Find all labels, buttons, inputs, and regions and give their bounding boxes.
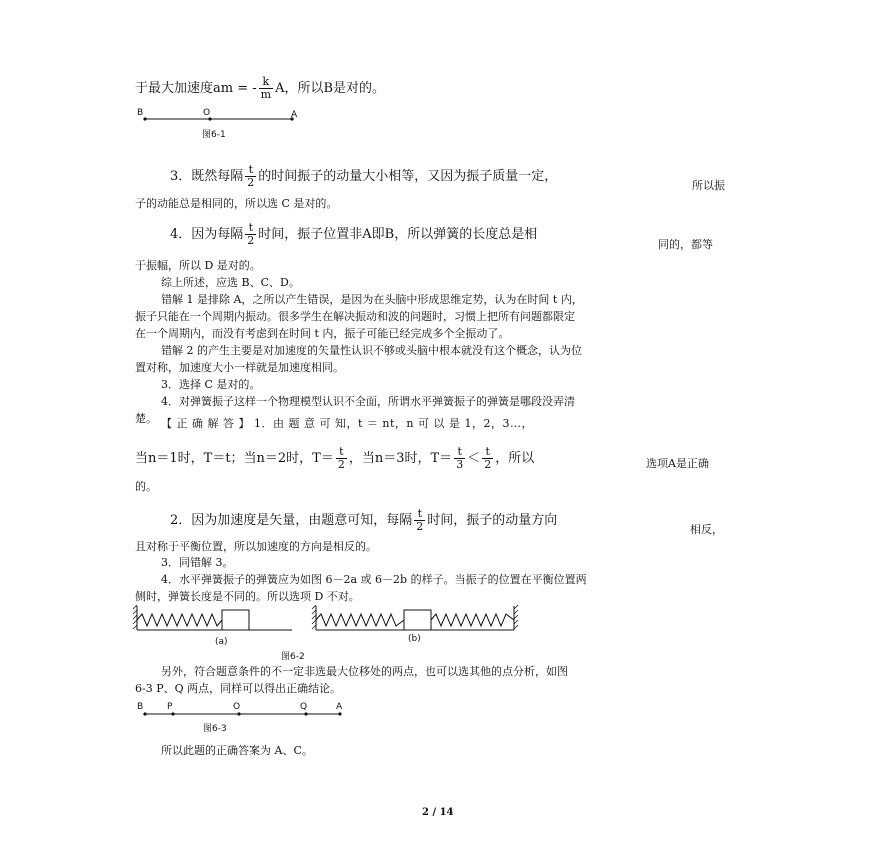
fig63-label-b: B (137, 702, 144, 712)
fraction-numerator: t (245, 164, 256, 177)
text-segment: ，当n＝3时，T＝ (348, 451, 453, 467)
text-eq-tail: 选项A是正确 (646, 457, 709, 470)
text-segment: ＜ (467, 451, 481, 467)
fig63-label-o: O (233, 702, 241, 712)
text-e3: 3．选择 C 是对的。 (161, 378, 261, 391)
text-e4a: 4．对弹簧振子这样一个物理模型认识不全面，所谓水平弹簧振子的弹簧是哪段没弄清 (161, 395, 575, 408)
text-segment: 于最大加速度am = - (135, 81, 257, 97)
fraction-numerator: k (259, 76, 273, 89)
fig61-label-o: O (203, 108, 211, 118)
text-p4-tail: 同的，都等 (658, 238, 713, 251)
fig62-caption: 图6-2 (281, 652, 305, 662)
text-also2: 6-3 P、Q 两点，同样可以得出正确结论。 (135, 682, 342, 695)
text-c4b: 侧时，弹簧长度是不同的。所以选项 D 不对。 (135, 590, 360, 603)
fraction-numerator: t (454, 446, 465, 459)
text-also1: 另外，符合题意条件的不一定非选最大位移处的两点，也可以选其他的点分析，如图 (161, 665, 568, 678)
text-segment: 4．因为每隔 (170, 227, 244, 243)
text-c2-tail: 相反， (690, 523, 723, 536)
fraction-denominator: 2 (416, 520, 424, 534)
text-c2-cont: 且对称于平衡位置，所以加速度的方向是相反的。 (135, 540, 377, 553)
text-c3: 3．同错解 3。 (161, 556, 234, 569)
text-segment: 时间，振子位置非A即B，所以弹簧的长度总是相 (258, 227, 538, 243)
text-eq-cont: 的。 (135, 480, 157, 493)
text-err1c: 在一个周期内，而没有考虑到在时间 t 内，振子可能已经完成多个全振动了。 (135, 327, 510, 340)
fig61-label-a: A (291, 110, 298, 120)
fraction-numerator: t (245, 222, 256, 235)
text-segment: ，所以 (495, 451, 535, 467)
fig63-label-q: Q (300, 702, 308, 712)
fig61-label-b: B (137, 108, 144, 118)
text-c4a: 4．水平弹簧振子的弹簧应为如图 6－2a 或 6－2b 的样子。当振子的位置在平衡位置两 (161, 573, 587, 586)
fraction-numerator: t (482, 446, 493, 459)
text-segment: 3．既然每隔 (170, 169, 244, 185)
text-err1b: 振子只能在一个周期内振动。很多学生在解决振动和波的问题时，习惯上把所有问题都限定 (135, 310, 575, 323)
text-segment: 2．因为加速度是矢量，由题意可知，每隔 (170, 513, 413, 529)
text-segment: 时间，振子的动量方向 (427, 513, 558, 529)
fraction-numerator: t (414, 508, 425, 521)
fig63-caption: 图6-3 (203, 724, 227, 734)
text-answer: 所以此题的正确答案为 A、C。 (161, 744, 313, 757)
text-segment: 的时间振子的动量大小相等，又因为振子质量一定， (258, 169, 558, 185)
fig63-label-p: P (167, 702, 173, 712)
text-p3-tail: 所以振 (692, 179, 725, 192)
fig62-sub-b: (b) (408, 634, 421, 644)
text-p4-cont: 于振幅，所以 D 是对的。 (135, 259, 261, 272)
fraction-denominator: 2 (337, 458, 345, 472)
fraction-denominator: 2 (247, 234, 255, 248)
text-err1a: 错解 1 是排除 A，之所以产生错误，是因为在头脑中形成思维定势，认为在时间 t 内， (161, 293, 583, 306)
fig63-label-a: A (336, 702, 343, 712)
text-summary: 综上所述，应选 B、C、D。 (161, 276, 300, 289)
fig61-caption: 图6-1 (202, 130, 226, 140)
text-err2b: 置对称，加速度大小一样就是加速度相同。 (135, 361, 344, 374)
fraction-denominator: 2 (247, 176, 255, 190)
page-number: 2 / 14 (422, 807, 454, 818)
fig62-sub-a: (a) (215, 637, 228, 647)
text-segment: A，所以B是对的。 (275, 81, 386, 97)
fraction-numerator: t (336, 446, 347, 459)
fraction-denominator: m (260, 88, 272, 102)
text-p3-cont: 子的动能总是相同的，所以选 C 是对的。 (135, 197, 338, 210)
text-e4b: 楚。 (135, 412, 157, 425)
text-correct: 【 正 确 解 答 】 1．由 题 意 可 知，t ＝ nt，n 可 以 是 1，2，3…， (161, 417, 533, 430)
text-err2a: 错解 2 的产生主要是对加速度的矢量性认识不够或头脑中根本就没有这个概念，认为位 (161, 344, 582, 357)
fraction-denominator: 2 (484, 458, 492, 472)
text-segment: 当n＝1时，T＝t；当n＝2时，T＝ (135, 451, 334, 467)
fraction-denominator: 3 (456, 458, 464, 472)
